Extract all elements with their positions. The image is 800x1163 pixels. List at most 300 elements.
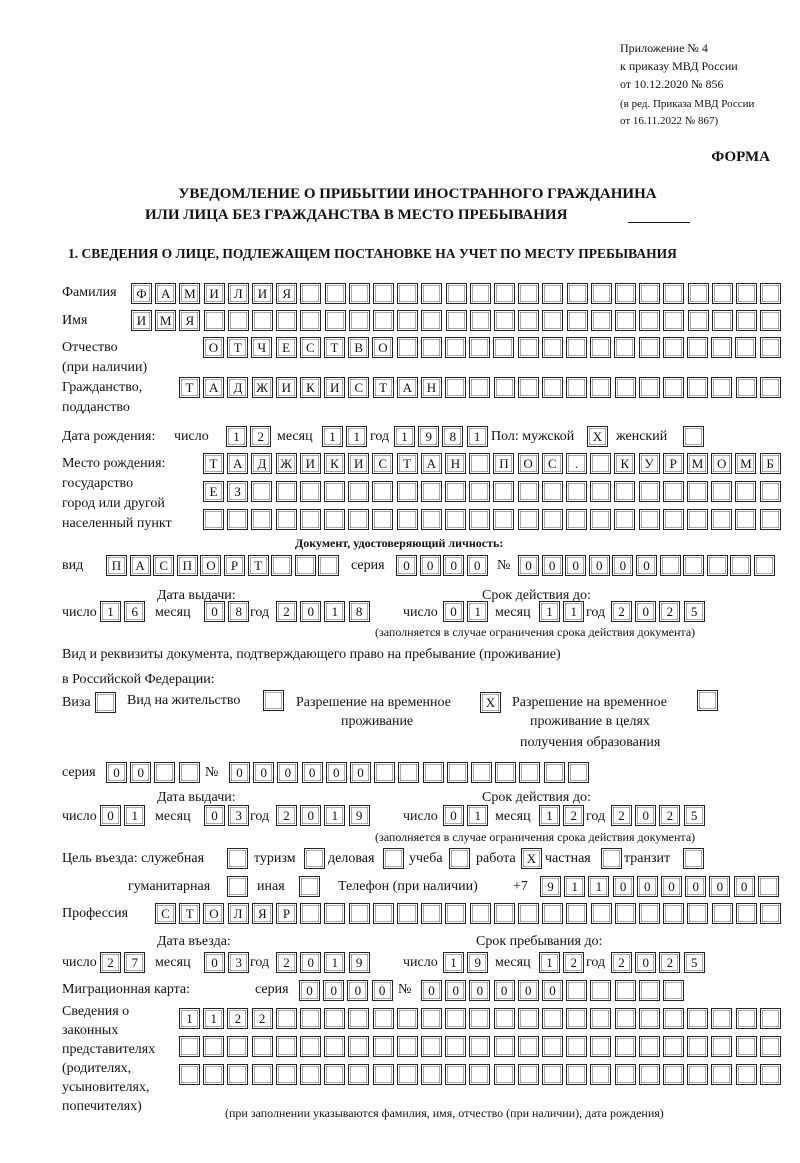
char-box-profession[interactable]: Я — [252, 903, 273, 924]
char-box-phone[interactable]: 0 — [661, 876, 682, 897]
char-box-birth-place-1[interactable] — [469, 453, 490, 474]
char-box-name[interactable] — [397, 310, 418, 331]
char-box-entry-year[interactable]: 2 — [276, 952, 297, 973]
char-box-mig-series[interactable]: 0 — [372, 980, 393, 1001]
char-box-surname[interactable] — [688, 283, 709, 304]
char-box-id-issue-month[interactable]: 0 — [204, 601, 225, 622]
char-box-birth-place-2[interactable] — [324, 481, 345, 502]
char-box-reps-1[interactable] — [469, 1008, 490, 1029]
char-box-patronymic[interactable] — [542, 337, 563, 358]
char-box-reps-2[interactable] — [203, 1036, 224, 1057]
char-box-surname[interactable]: Я — [276, 283, 297, 304]
checkbox-purpose-private[interactable] — [601, 848, 622, 869]
char-box-patronymic[interactable]: О — [372, 337, 393, 358]
char-box-reps-1[interactable] — [324, 1008, 345, 1029]
char-box-id-number[interactable]: 0 — [518, 555, 539, 576]
char-box-birth-place-1[interactable]: О — [518, 453, 539, 474]
char-box-profession[interactable]: Р — [276, 903, 297, 924]
char-box-reps-3[interactable] — [711, 1064, 732, 1085]
char-box-reps-3[interactable] — [615, 1064, 636, 1085]
checkbox-purpose-work[interactable]: X — [521, 848, 542, 869]
char-box-reps-1[interactable] — [566, 1008, 587, 1029]
char-box-phone[interactable]: 0 — [613, 876, 634, 897]
char-box-id-valid-day[interactable]: 0 — [443, 601, 464, 622]
char-box-profession[interactable] — [566, 903, 587, 924]
char-box-citizenship[interactable] — [542, 377, 563, 398]
char-box-citizenship[interactable]: А — [397, 377, 418, 398]
char-box-stay-valid-month[interactable]: 1 — [539, 805, 560, 826]
char-box-id-valid-month[interactable]: 1 — [563, 601, 584, 622]
char-box-stay-until-year[interactable]: 0 — [635, 952, 656, 973]
char-box-reps-3[interactable] — [494, 1064, 515, 1085]
char-box-birth-place-1[interactable]: Н — [445, 453, 466, 474]
char-box-birth-place-2[interactable] — [251, 481, 272, 502]
char-box-stay-issue-day[interactable]: 1 — [124, 805, 145, 826]
char-box-name[interactable] — [639, 310, 660, 331]
char-box-stay-valid-year[interactable]: 2 — [659, 805, 680, 826]
char-box-mig-series[interactable]: 0 — [323, 980, 344, 1001]
char-box-birth-place-3[interactable] — [227, 509, 248, 530]
char-box-citizenship[interactable]: И — [276, 377, 297, 398]
char-box-profession[interactable]: С — [155, 903, 176, 924]
char-box-birth-month[interactable]: 1 — [322, 426, 343, 447]
char-box-profession[interactable]: О — [203, 903, 224, 924]
char-box-surname[interactable] — [567, 283, 588, 304]
char-box-birth-place-3[interactable] — [663, 509, 684, 530]
char-box-profession[interactable]: Л — [228, 903, 249, 924]
char-box-reps-1[interactable] — [421, 1008, 442, 1029]
char-box-mig-number[interactable] — [663, 980, 684, 1001]
char-box-profession[interactable] — [494, 903, 515, 924]
char-box-birth-place-3[interactable] — [614, 509, 635, 530]
char-box-birth-day[interactable]: 1 — [226, 426, 247, 447]
char-box-id-issue-year[interactable]: 2 — [276, 601, 297, 622]
char-box-reps-1[interactable] — [494, 1008, 515, 1029]
char-box-reps-2[interactable] — [760, 1036, 781, 1057]
char-box-reps-2[interactable] — [179, 1036, 200, 1057]
char-box-birth-place-2[interactable] — [445, 481, 466, 502]
char-box-birth-place-1[interactable]: И — [348, 453, 369, 474]
char-box-entry-month[interactable]: 3 — [228, 952, 249, 973]
char-box-id-kind[interactable]: А — [130, 555, 151, 576]
char-box-profession[interactable] — [421, 903, 442, 924]
char-box-name[interactable] — [542, 310, 563, 331]
checkbox-temp-permit-edu[interactable] — [697, 690, 718, 711]
char-box-id-number[interactable]: 0 — [612, 555, 633, 576]
char-box-id-valid-month[interactable]: 1 — [539, 601, 560, 622]
char-box-surname[interactable] — [542, 283, 563, 304]
char-box-reps-2[interactable] — [566, 1036, 587, 1057]
char-box-reps-2[interactable] — [615, 1036, 636, 1057]
char-box-reps-1[interactable] — [300, 1008, 321, 1029]
char-box-mig-number[interactable] — [590, 980, 611, 1001]
char-box-stay-number[interactable] — [471, 762, 492, 783]
char-box-name[interactable] — [446, 310, 467, 331]
char-box-id-valid-year[interactable]: 5 — [684, 601, 705, 622]
char-box-birth-place-3[interactable] — [639, 509, 660, 530]
char-box-birth-place-2[interactable] — [687, 481, 708, 502]
char-box-patronymic[interactable] — [397, 337, 418, 358]
char-box-mig-series[interactable]: 0 — [347, 980, 368, 1001]
char-box-name[interactable] — [325, 310, 346, 331]
char-box-reps-2[interactable] — [348, 1036, 369, 1057]
char-box-reps-3[interactable] — [421, 1064, 442, 1085]
char-box-citizenship[interactable] — [639, 377, 660, 398]
char-box-reps-3[interactable] — [566, 1064, 587, 1085]
char-box-patronymic[interactable] — [663, 337, 684, 358]
char-box-profession[interactable] — [591, 903, 612, 924]
char-box-citizenship[interactable] — [518, 377, 539, 398]
char-box-citizenship[interactable]: Т — [179, 377, 200, 398]
char-box-id-issue-year[interactable]: 8 — [349, 601, 370, 622]
char-box-birth-place-1[interactable]: П — [493, 453, 514, 474]
char-box-surname[interactable] — [300, 283, 321, 304]
char-box-birth-place-2[interactable] — [663, 481, 684, 502]
char-box-stay-until-month[interactable]: 2 — [563, 952, 584, 973]
char-box-reps-1[interactable]: 2 — [252, 1008, 273, 1029]
char-box-birth-place-1[interactable]: И — [300, 453, 321, 474]
char-box-birth-place-3[interactable] — [469, 509, 490, 530]
char-box-stay-valid-year[interactable]: 5 — [684, 805, 705, 826]
char-box-id-number[interactable] — [707, 555, 728, 576]
char-box-birth-place-2[interactable] — [276, 481, 297, 502]
char-box-citizenship[interactable]: Ж — [252, 377, 273, 398]
char-box-birth-place-3[interactable] — [348, 509, 369, 530]
char-box-reps-1[interactable] — [542, 1008, 563, 1029]
char-box-birth-place-2[interactable] — [566, 481, 587, 502]
char-box-citizenship[interactable] — [663, 377, 684, 398]
char-box-name[interactable] — [712, 310, 733, 331]
char-box-birth-place-3[interactable] — [687, 509, 708, 530]
char-box-birth-place-2[interactable]: З — [227, 481, 248, 502]
char-box-birth-place-3[interactable] — [566, 509, 587, 530]
char-box-patronymic[interactable] — [639, 337, 660, 358]
char-box-birth-place-3[interactable] — [203, 509, 224, 530]
char-box-citizenship[interactable] — [445, 377, 466, 398]
char-box-surname[interactable] — [760, 283, 781, 304]
char-box-reps-1[interactable] — [590, 1008, 611, 1029]
char-box-id-number[interactable]: 0 — [636, 555, 657, 576]
char-box-name[interactable] — [470, 310, 491, 331]
char-box-birth-place-1[interactable]: О — [711, 453, 732, 474]
char-box-surname[interactable] — [712, 283, 733, 304]
char-box-id-valid-year[interactable]: 0 — [635, 601, 656, 622]
char-box-id-kind[interactable]: П — [177, 555, 198, 576]
char-box-name[interactable] — [663, 310, 684, 331]
char-box-reps-3[interactable] — [179, 1064, 200, 1085]
char-box-profession[interactable] — [760, 903, 781, 924]
char-box-surname[interactable] — [639, 283, 660, 304]
char-box-surname[interactable]: А — [155, 283, 176, 304]
char-box-surname[interactable] — [494, 283, 515, 304]
char-box-id-series[interactable]: 0 — [396, 555, 417, 576]
char-box-stay-number[interactable] — [423, 762, 444, 783]
char-box-name[interactable]: И — [131, 310, 152, 331]
char-box-citizenship[interactable] — [711, 377, 732, 398]
char-box-surname[interactable]: Ф — [131, 283, 152, 304]
char-box-stay-number[interactable] — [374, 762, 395, 783]
char-box-patronymic[interactable]: О — [203, 337, 224, 358]
char-box-id-kind[interactable] — [318, 555, 339, 576]
char-box-birth-place-1[interactable]: Р — [663, 453, 684, 474]
char-box-birth-year[interactable]: 8 — [442, 426, 463, 447]
char-box-id-kind[interactable] — [271, 555, 292, 576]
char-box-stay-number[interactable] — [447, 762, 468, 783]
char-box-birth-place-3[interactable] — [276, 509, 297, 530]
char-box-patronymic[interactable] — [518, 337, 539, 358]
char-box-entry-day[interactable]: 2 — [100, 952, 121, 973]
char-box-reps-3[interactable] — [518, 1064, 539, 1085]
char-box-surname[interactable] — [615, 283, 636, 304]
char-box-stay-until-month[interactable]: 1 — [539, 952, 560, 973]
char-box-citizenship[interactable] — [469, 377, 490, 398]
char-box-name[interactable] — [518, 310, 539, 331]
char-box-birth-place-3[interactable] — [372, 509, 393, 530]
char-box-birth-place-3[interactable] — [518, 509, 539, 530]
char-box-citizenship[interactable]: А — [203, 377, 224, 398]
char-box-phone[interactable]: 9 — [540, 876, 561, 897]
char-box-id-series[interactable]: 0 — [467, 555, 488, 576]
char-box-reps-2[interactable] — [590, 1036, 611, 1057]
char-box-id-issue-day[interactable]: 6 — [124, 601, 145, 622]
char-box-id-series[interactable]: 0 — [443, 555, 464, 576]
char-box-id-kind[interactable]: Р — [224, 555, 245, 576]
char-box-birth-place-2[interactable]: Е — [203, 481, 224, 502]
char-box-patronymic[interactable]: В — [348, 337, 369, 358]
char-box-reps-1[interactable]: 1 — [179, 1008, 200, 1029]
char-box-name[interactable] — [276, 310, 297, 331]
char-box-patronymic[interactable] — [469, 337, 490, 358]
char-box-citizenship[interactable] — [494, 377, 515, 398]
char-box-name[interactable] — [567, 310, 588, 331]
char-box-birth-year[interactable]: 1 — [467, 426, 488, 447]
char-box-stay-issue-year[interactable]: 9 — [349, 805, 370, 826]
char-box-reps-3[interactable] — [445, 1064, 466, 1085]
char-box-citizenship[interactable] — [590, 377, 611, 398]
char-box-reps-3[interactable] — [542, 1064, 563, 1085]
char-box-profession[interactable] — [324, 903, 345, 924]
char-box-stay-number[interactable] — [398, 762, 419, 783]
char-box-stay-until-day[interactable]: 1 — [443, 952, 464, 973]
char-box-name[interactable] — [591, 310, 612, 331]
char-box-reps-3[interactable] — [373, 1064, 394, 1085]
char-box-patronymic[interactable] — [590, 337, 611, 358]
char-box-phone[interactable]: 0 — [637, 876, 658, 897]
char-box-patronymic[interactable]: Т — [324, 337, 345, 358]
char-box-id-issue-year[interactable]: 1 — [324, 601, 345, 622]
char-box-patronymic[interactable]: Ч — [251, 337, 272, 358]
char-box-citizenship[interactable] — [736, 377, 757, 398]
char-box-birth-place-3[interactable] — [493, 509, 514, 530]
char-box-id-kind[interactable]: О — [200, 555, 221, 576]
char-box-reps-2[interactable] — [639, 1036, 660, 1057]
char-box-phone[interactable] — [758, 876, 779, 897]
char-box-patronymic[interactable] — [566, 337, 587, 358]
char-box-citizenship[interactable]: Т — [373, 377, 394, 398]
char-box-phone[interactable]: 1 — [588, 876, 609, 897]
checkbox-sex-male[interactable]: X — [587, 426, 608, 447]
char-box-reps-3[interactable] — [736, 1064, 757, 1085]
char-box-stay-series[interactable] — [154, 762, 175, 783]
char-box-surname[interactable]: И — [204, 283, 225, 304]
char-box-stay-until-year[interactable]: 2 — [611, 952, 632, 973]
checkbox-purpose-transit[interactable] — [683, 848, 704, 869]
char-box-reps-3[interactable] — [348, 1064, 369, 1085]
char-box-stay-valid-day[interactable]: 0 — [443, 805, 464, 826]
char-box-stay-issue-year[interactable]: 2 — [276, 805, 297, 826]
char-box-reps-1[interactable] — [711, 1008, 732, 1029]
char-box-entry-year[interactable]: 9 — [349, 952, 370, 973]
checkbox-visa[interactable] — [95, 692, 116, 713]
char-box-profession[interactable] — [397, 903, 418, 924]
char-box-stay-number[interactable]: 0 — [277, 762, 298, 783]
char-box-entry-year[interactable]: 0 — [300, 952, 321, 973]
char-box-birth-place-3[interactable] — [760, 509, 781, 530]
char-box-stay-number[interactable] — [568, 762, 589, 783]
char-box-profession[interactable] — [542, 903, 563, 924]
char-box-reps-1[interactable] — [445, 1008, 466, 1029]
char-box-phone[interactable]: 0 — [734, 876, 755, 897]
char-box-stay-number[interactable]: 0 — [253, 762, 274, 783]
char-box-id-valid-year[interactable]: 2 — [611, 601, 632, 622]
char-box-citizenship[interactable] — [687, 377, 708, 398]
char-box-citizenship[interactable]: К — [300, 377, 321, 398]
char-box-stay-valid-day[interactable]: 1 — [467, 805, 488, 826]
char-box-profession[interactable] — [518, 903, 539, 924]
char-box-surname[interactable] — [325, 283, 346, 304]
char-box-stay-until-year[interactable]: 5 — [684, 952, 705, 973]
char-box-patronymic[interactable] — [493, 337, 514, 358]
char-box-reps-2[interactable] — [687, 1036, 708, 1057]
char-box-citizenship[interactable] — [566, 377, 587, 398]
char-box-birth-year[interactable]: 1 — [394, 426, 415, 447]
char-box-birth-place-3[interactable] — [711, 509, 732, 530]
char-box-stay-valid-year[interactable]: 0 — [635, 805, 656, 826]
char-box-birth-place-2[interactable] — [639, 481, 660, 502]
char-box-stay-series[interactable] — [179, 762, 200, 783]
char-box-birth-place-1[interactable] — [590, 453, 611, 474]
char-box-birth-place-3[interactable] — [542, 509, 563, 530]
char-box-surname[interactable] — [373, 283, 394, 304]
char-box-birth-place-2[interactable] — [348, 481, 369, 502]
char-box-profession[interactable] — [615, 903, 636, 924]
char-box-reps-3[interactable] — [252, 1064, 273, 1085]
char-box-birth-place-3[interactable] — [735, 509, 756, 530]
char-box-reps-1[interactable] — [639, 1008, 660, 1029]
char-box-stay-number[interactable] — [544, 762, 565, 783]
char-box-citizenship[interactable]: И — [324, 377, 345, 398]
char-box-reps-3[interactable] — [324, 1064, 345, 1085]
char-box-reps-1[interactable] — [615, 1008, 636, 1029]
char-box-patronymic[interactable]: Е — [276, 337, 297, 358]
char-box-mig-number[interactable] — [615, 980, 636, 1001]
char-box-birth-place-2[interactable] — [518, 481, 539, 502]
checkbox-sex-female[interactable] — [683, 426, 704, 447]
char-box-birth-place-2[interactable] — [300, 481, 321, 502]
char-box-mig-number[interactable]: 0 — [542, 980, 563, 1001]
char-box-name[interactable] — [300, 310, 321, 331]
char-box-reps-1[interactable] — [373, 1008, 394, 1029]
char-box-surname[interactable] — [397, 283, 418, 304]
char-box-mig-number[interactable]: 0 — [494, 980, 515, 1001]
char-box-birth-place-2[interactable] — [372, 481, 393, 502]
char-box-birth-place-1[interactable]: С — [372, 453, 393, 474]
char-box-reps-2[interactable] — [445, 1036, 466, 1057]
char-box-surname[interactable] — [518, 283, 539, 304]
char-box-birth-place-1[interactable]: Т — [203, 453, 224, 474]
char-box-mig-number[interactable]: 0 — [445, 980, 466, 1001]
char-box-profession[interactable] — [470, 903, 491, 924]
char-box-reps-2[interactable] — [736, 1036, 757, 1057]
char-box-id-issue-month[interactable]: 8 — [228, 601, 249, 622]
char-box-profession[interactable] — [712, 903, 733, 924]
char-box-id-kind[interactable]: П — [106, 555, 127, 576]
char-box-birth-place-1[interactable]: . — [566, 453, 587, 474]
char-box-id-number[interactable]: 0 — [565, 555, 586, 576]
char-box-patronymic[interactable] — [711, 337, 732, 358]
char-box-surname[interactable]: И — [252, 283, 273, 304]
char-box-stay-number[interactable] — [495, 762, 516, 783]
checkbox-purpose-business[interactable] — [383, 848, 404, 869]
char-box-stay-series[interactable]: 0 — [130, 762, 151, 783]
char-box-reps-1[interactable] — [736, 1008, 757, 1029]
char-box-birth-place-1[interactable]: М — [735, 453, 756, 474]
char-box-birth-place-2[interactable] — [397, 481, 418, 502]
char-box-reps-2[interactable] — [469, 1036, 490, 1057]
char-box-stay-number[interactable]: 0 — [326, 762, 347, 783]
char-box-name[interactable]: Я — [179, 310, 200, 331]
char-box-birth-place-2[interactable] — [542, 481, 563, 502]
char-box-reps-2[interactable] — [421, 1036, 442, 1057]
char-box-birth-place-2[interactable] — [421, 481, 442, 502]
char-box-stay-issue-month[interactable]: 0 — [204, 805, 225, 826]
char-box-surname[interactable] — [421, 283, 442, 304]
char-box-mig-number[interactable]: 0 — [518, 980, 539, 1001]
char-box-birth-place-2[interactable] — [711, 481, 732, 502]
char-box-name[interactable] — [421, 310, 442, 331]
char-box-reps-2[interactable] — [542, 1036, 563, 1057]
char-box-name[interactable] — [373, 310, 394, 331]
char-box-reps-1[interactable] — [397, 1008, 418, 1029]
char-box-surname[interactable] — [470, 283, 491, 304]
char-box-stay-series[interactable]: 0 — [106, 762, 127, 783]
char-box-patronymic[interactable] — [735, 337, 756, 358]
char-box-name[interactable] — [204, 310, 225, 331]
char-box-phone[interactable]: 0 — [685, 876, 706, 897]
char-box-patronymic[interactable] — [421, 337, 442, 358]
char-box-profession[interactable] — [687, 903, 708, 924]
char-box-profession[interactable]: Т — [179, 903, 200, 924]
char-box-birth-year[interactable]: 9 — [418, 426, 439, 447]
char-box-id-issue-day[interactable]: 1 — [100, 601, 121, 622]
char-box-name[interactable] — [228, 310, 249, 331]
char-box-stay-issue-year[interactable]: 0 — [300, 805, 321, 826]
char-box-id-kind[interactable] — [295, 555, 316, 576]
char-box-reps-2[interactable] — [518, 1036, 539, 1057]
char-box-profession[interactable] — [663, 903, 684, 924]
char-box-stay-number[interactable]: 0 — [229, 762, 250, 783]
char-box-birth-place-1[interactable]: К — [324, 453, 345, 474]
char-box-surname[interactable] — [446, 283, 467, 304]
char-box-reps-3[interactable] — [469, 1064, 490, 1085]
char-box-reps-2[interactable] — [373, 1036, 394, 1057]
char-box-profession[interactable] — [349, 903, 370, 924]
char-box-stay-number[interactable]: 0 — [350, 762, 371, 783]
place-blank-line[interactable] — [628, 207, 690, 223]
char-box-birth-place-1[interactable]: Ж — [276, 453, 297, 474]
char-box-mig-number[interactable]: 0 — [469, 980, 490, 1001]
char-box-reps-2[interactable] — [494, 1036, 515, 1057]
